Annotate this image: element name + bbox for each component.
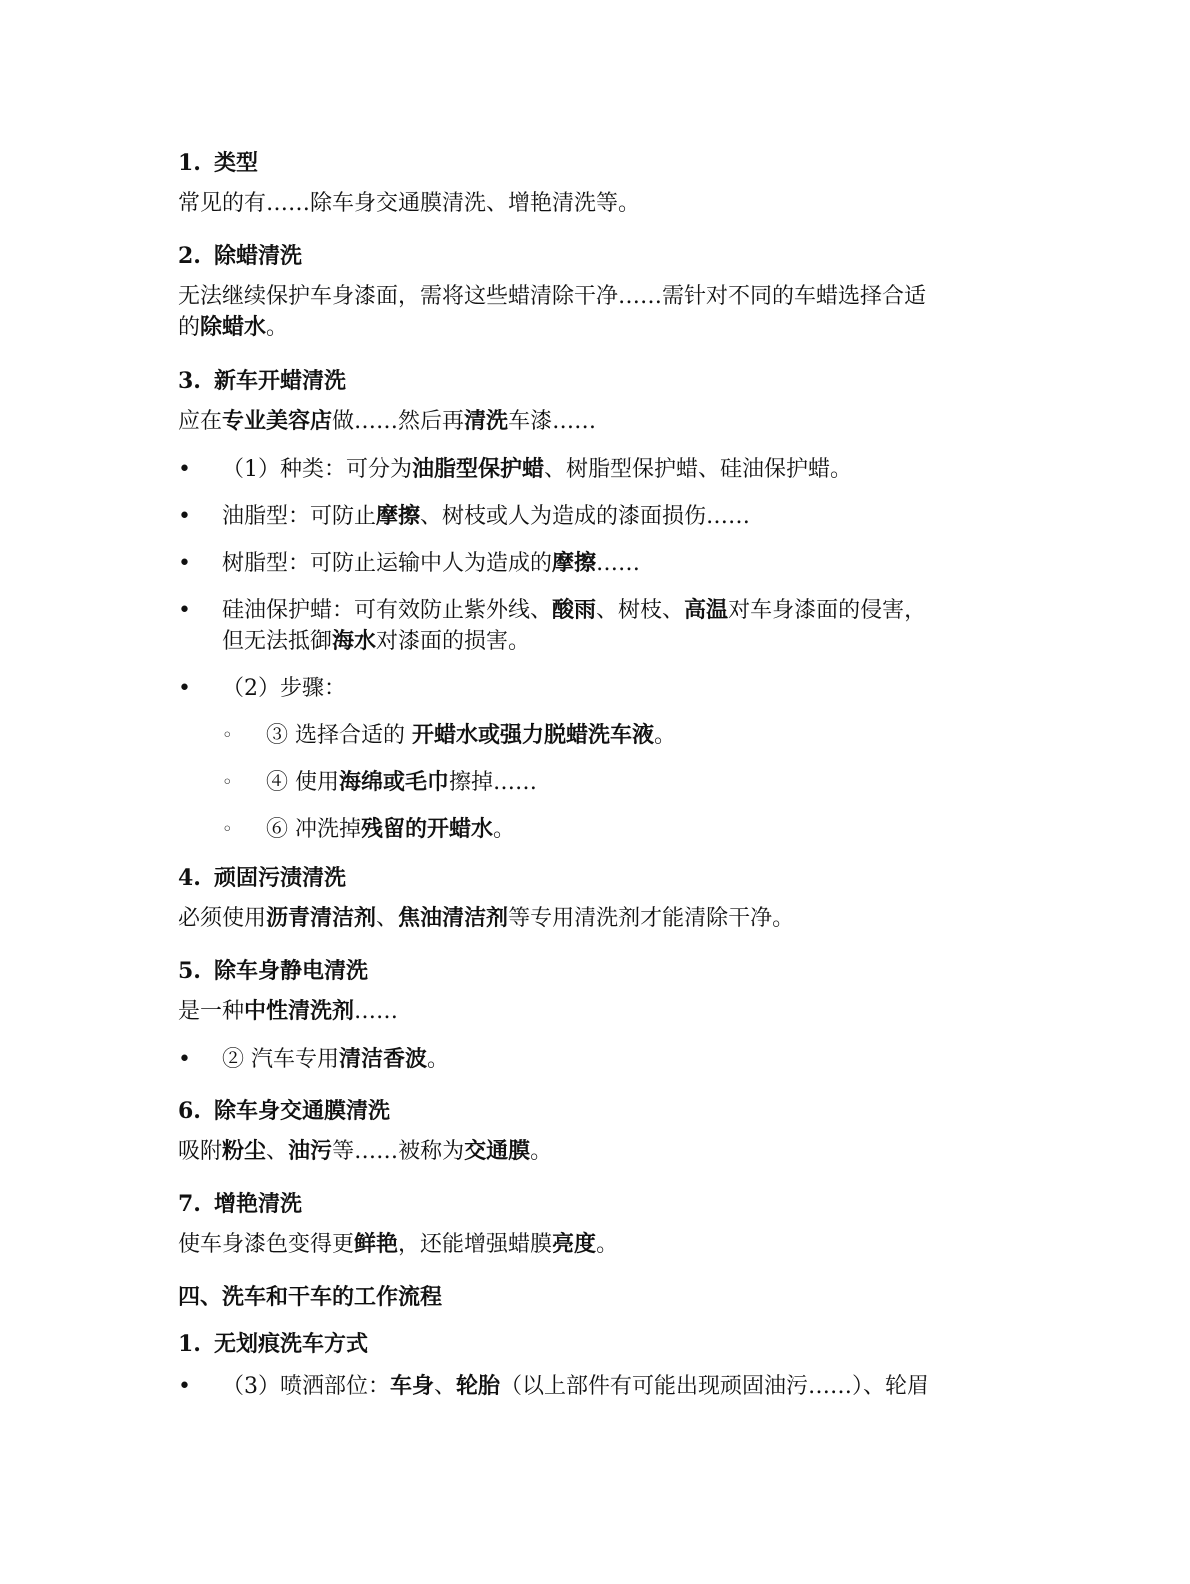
text-run: 吸附 <box>178 1139 223 1164</box>
section-heading <box>178 1187 302 1218</box>
text-run: （2）步骤： <box>222 676 346 701</box>
bullet: • <box>178 504 191 529</box>
bold-term: 高温 <box>684 598 729 623</box>
text-run: ，还能增强蜡膜 <box>398 1232 553 1257</box>
text-run: 、 <box>434 1374 457 1399</box>
section-heading <box>178 146 258 177</box>
bold-term: 中性清洗剂 <box>244 999 355 1024</box>
text-run: 应在 <box>178 409 223 434</box>
bold-term: 车身 <box>390 1374 435 1399</box>
section-title: 顽固污渍清洗 <box>214 866 347 891</box>
bold-term: 除蜡水 <box>200 315 267 340</box>
text-run: 、树脂型保护蜡、硅油保护蜡。 <box>544 457 853 482</box>
sub-bullet: ◦ <box>222 772 233 793</box>
bullet: • <box>178 457 191 482</box>
bullet: • <box>178 676 191 701</box>
bold-term: 轮胎 <box>456 1374 501 1399</box>
text-run: 做……然后再 <box>332 409 465 434</box>
text-run: 。 <box>266 315 289 340</box>
section-heading <box>178 239 302 270</box>
section-title: 新车开蜡清洗 <box>214 369 347 394</box>
text-run: 是一种 <box>178 999 245 1024</box>
text-run: 、树枝或人为造成的漆面损伤…… <box>420 504 751 529</box>
bold-term: 交通膜 <box>464 1139 531 1164</box>
text-run: 必须使用 <box>178 906 267 931</box>
text-run: 树脂型：可防止运输中人为造成的 <box>222 551 553 576</box>
text-run: 。 <box>493 817 516 842</box>
text-run: 的 <box>178 315 201 340</box>
bold-term: 焦油清洁剂 <box>398 906 509 931</box>
text-run: 等……被称为 <box>332 1139 465 1164</box>
text-run: 车漆…… <box>508 409 597 434</box>
paragraph: 无法继续保护车身漆面，需将这些蜡清除干净……需针对不同的车蜡选择合适 <box>178 284 927 309</box>
text-run: ② 汽车专用 <box>222 1047 339 1072</box>
bold-term: 粉尘 <box>222 1139 267 1164</box>
paragraph <box>178 996 398 1028</box>
bold-term: 摩擦 <box>552 551 597 576</box>
bold-term: 专业美容店 <box>222 409 333 434</box>
section-number: 6. <box>178 1098 201 1124</box>
section-heading <box>178 861 346 892</box>
section-number: 2. <box>178 243 201 269</box>
text-run: （3）喷洒部位： <box>222 1374 390 1399</box>
text-run: （1）种类：可分为 <box>222 457 412 482</box>
text-run: 。 <box>530 1139 553 1164</box>
text-run: …… <box>596 551 641 576</box>
section-heading <box>178 1094 390 1125</box>
paragraph <box>178 312 288 344</box>
section-heading <box>178 954 368 985</box>
bold-term: 开蜡水或强力脱蜡洗车液 <box>412 723 655 748</box>
paragraph <box>178 1136 552 1168</box>
text-run: 但无法抵御 <box>222 629 333 654</box>
section-number: 3. <box>178 368 201 394</box>
section-heading <box>178 364 346 395</box>
section-title: 除车身交通膜清洗 <box>214 1099 391 1124</box>
paragraph: 常见的有……除车身交通膜清洗、增艳清洗等。 <box>178 191 641 216</box>
bold-term: 残留的开蜡水 <box>361 817 494 842</box>
section-number: 1. <box>178 150 201 176</box>
chapter-heading: 四、洗车和干车的工作流程 <box>178 1285 443 1310</box>
bold-term: 酸雨 <box>552 598 597 623</box>
bold-term: 沥青清洁剂 <box>266 906 377 931</box>
section-title: 增艳清洗 <box>214 1192 303 1217</box>
bold-term: 亮度 <box>552 1232 597 1257</box>
text-run: 。 <box>654 723 677 748</box>
bold-term: 清洁香波 <box>339 1047 428 1072</box>
text-run: ⑥ 冲洗掉 <box>266 817 361 842</box>
text-run: 油脂型：可防止 <box>222 504 377 529</box>
paragraph <box>178 903 794 935</box>
section-number: 1. <box>178 1331 201 1357</box>
text-run: 对车身漆面的侵害， <box>728 598 927 623</box>
sub-bullet: ◦ <box>222 819 233 840</box>
text-run: 、树枝、 <box>596 598 685 623</box>
text-run: 对漆面的损害。 <box>376 629 531 654</box>
bold-term: 鲜艳 <box>354 1232 399 1257</box>
text-run: 。 <box>596 1232 619 1257</box>
bullet: • <box>178 1047 191 1072</box>
sub-bullet: ◦ <box>222 725 233 746</box>
bold-term: 油污 <box>288 1139 333 1164</box>
bullet: • <box>178 598 191 623</box>
text-run: 硅油保护蜡：可有效防止紫外线、 <box>222 598 553 623</box>
text-run: 。 <box>427 1047 450 1072</box>
bullet: • <box>178 1374 191 1399</box>
section-title: 除蜡清洗 <box>214 244 303 269</box>
paragraph <box>178 406 596 438</box>
section-number: 5. <box>178 958 201 984</box>
text-run: 擦掉…… <box>449 770 538 795</box>
paragraph <box>178 1229 618 1261</box>
section-title: 无划痕洗车方式 <box>214 1332 369 1357</box>
bold-term: 海水 <box>332 629 377 654</box>
text-run: ③ 选择合适的 <box>266 723 412 748</box>
section-title: 类型 <box>214 151 259 176</box>
section-title: 除车身静电清洗 <box>214 959 369 984</box>
bold-term: 摩擦 <box>376 504 421 529</box>
text-run: 等专用清洗剂才能清除干净。 <box>508 906 795 931</box>
text-run: （以上部件有可能出现顽固油污……）、轮眉 <box>500 1374 930 1399</box>
bold-term: 海绵或毛巾 <box>339 770 450 795</box>
text-run: 使车身漆色变得更 <box>178 1232 355 1257</box>
section-heading <box>178 1327 368 1358</box>
text-run: 、 <box>266 1139 289 1164</box>
text-run: 、 <box>376 906 399 931</box>
bold-term: 清洗 <box>464 409 509 434</box>
bullet: • <box>178 551 191 576</box>
bold-term: 油脂型保护蜡 <box>412 457 545 482</box>
section-number: 4. <box>178 865 201 891</box>
text-run: …… <box>354 999 399 1024</box>
text-run: ④ 使用 <box>266 770 339 795</box>
section-number: 7. <box>178 1191 201 1217</box>
